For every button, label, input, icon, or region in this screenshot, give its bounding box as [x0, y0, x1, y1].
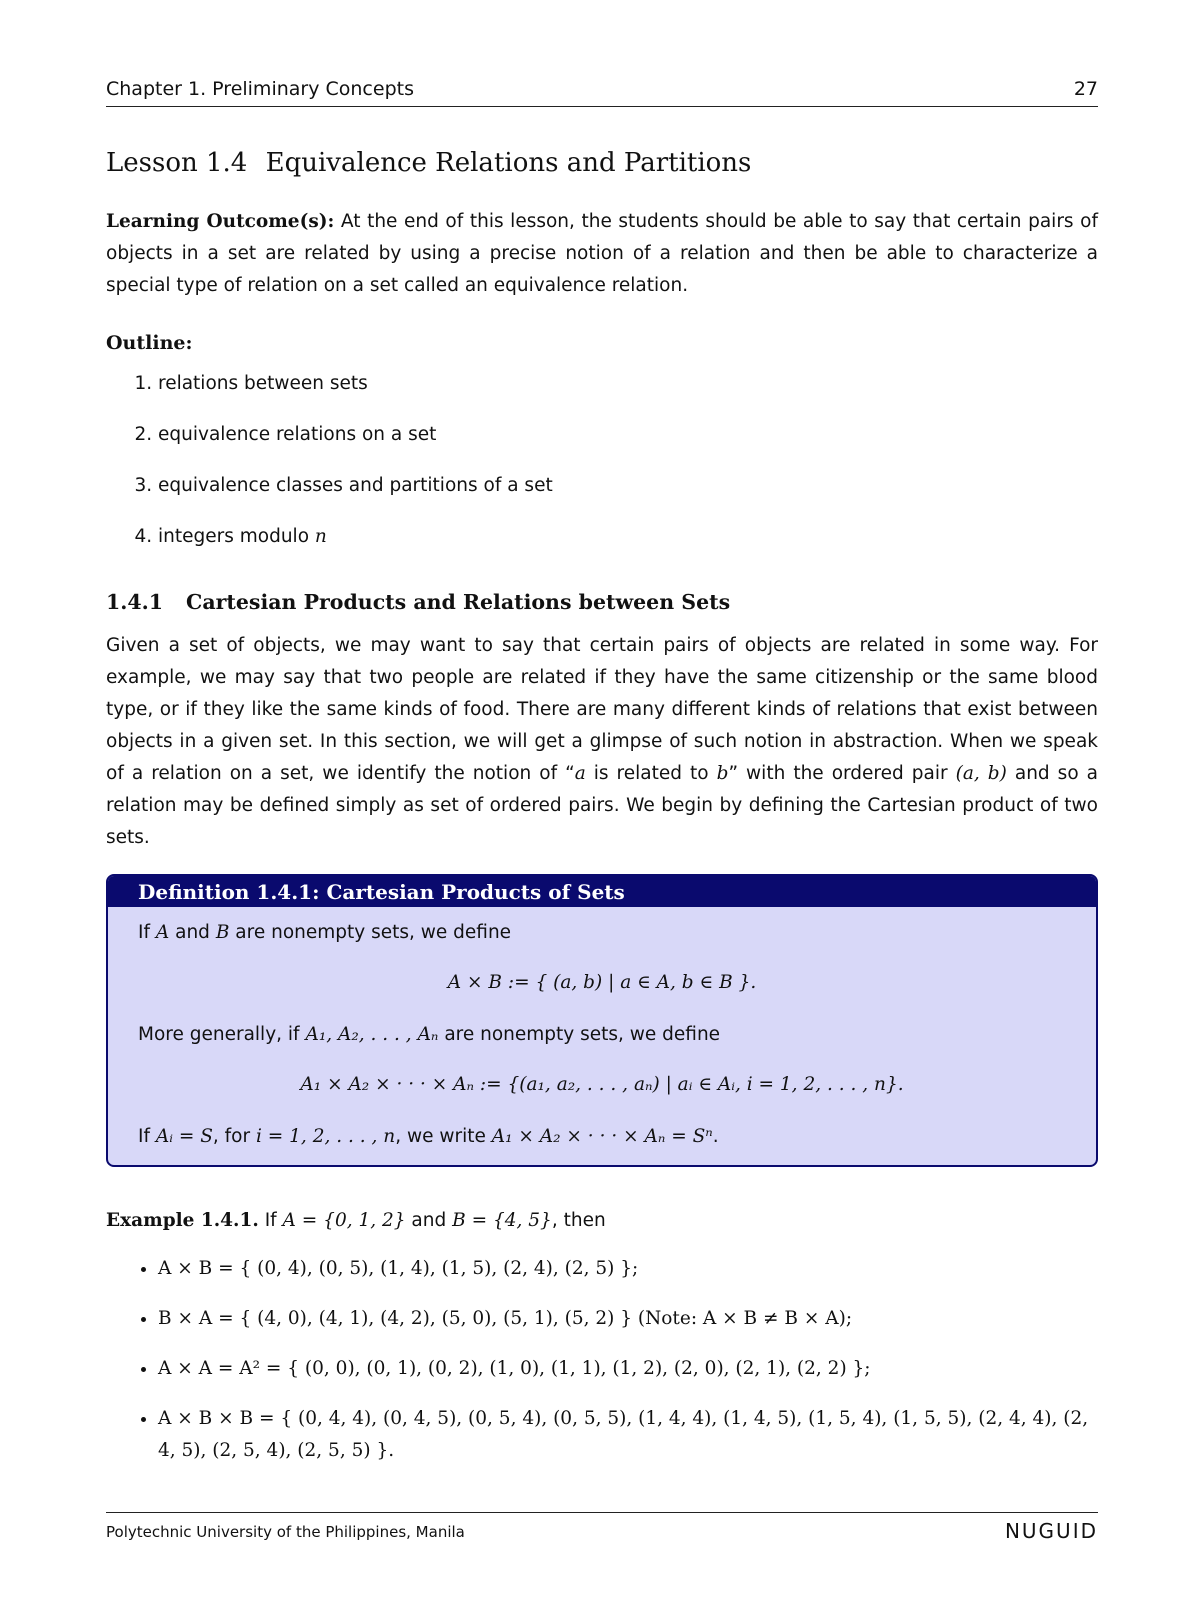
definition-formula: A₁ × A₂ × · · · × Aₙ := {(a₁, a₂, . . . , aₙ) | aᵢ ∈ Aᵢ, i = 1, 2, . . . , n}.	[300, 1074, 904, 1095]
para-text: and so a relation may be defined simply as set of ordered pairs. We begin by defining the Cartesian product of two sets.	[106, 763, 1098, 848]
outline-item-text: relations between sets	[158, 373, 368, 394]
outline-item-text: equivalence classes and partitions of a set	[158, 475, 553, 496]
section-title	[106, 590, 1098, 614]
def-text: If	[138, 922, 156, 943]
outline-item-text: integers modulo	[158, 526, 315, 547]
outline-heading: Outline:	[106, 332, 193, 354]
footer-institution: Polytechnic University of the Philippines, Manila	[106, 1523, 465, 1541]
def-math: A	[155, 922, 170, 943]
definition-box	[106, 874, 1098, 1167]
def-math: B	[215, 922, 230, 943]
outline-item	[158, 470, 1098, 521]
lesson-title	[106, 148, 1098, 178]
def-text: and	[169, 922, 216, 943]
definition-line	[138, 1019, 1066, 1051]
outline-item	[158, 368, 1098, 419]
learning-outcome	[106, 206, 1098, 302]
outline-item-text: equivalence relations on a set	[158, 424, 437, 445]
para-math: (a, b)	[955, 763, 1007, 784]
para-text: Given a set of objects, we may want to say that certain pairs of objects are related in some way. For example, we may say that two people are related if they have the same citizenship or the same blood type, or if they like the same kinds of food. There are many different kinds of relations that exist between objects in a given set. In this section, we will get a glimpse of such notion in abstraction. When we speak of a relation on a set, we identify the notion of “	[106, 635, 1098, 784]
outline-item-variable: n	[314, 526, 327, 547]
definition-line	[138, 1121, 1066, 1153]
list-item: • A × A = A² = { (0, 0), (0, 1), (0, 2), (1, 0), (1, 1), (1, 2), (2, 0), (2, 1), (2, 2) };	[158, 1353, 1098, 1385]
definition-title: Definition 1.4.1: Cartesian Products of Sets	[108, 876, 1096, 907]
learning-outcome-label: Learning Outcome(s):	[106, 211, 335, 232]
running-header	[106, 78, 1098, 107]
definition-body	[108, 907, 1096, 1165]
example-math: A = {0, 1, 2}	[282, 1210, 406, 1231]
outline-list	[106, 368, 1098, 572]
page-number: 27	[1073, 78, 1098, 100]
def-math: i = 1, 2, . . . , n	[255, 1126, 396, 1147]
definition-formula: A × B := { (a, b) | a ∈ A, b ∈ B }.	[447, 972, 757, 993]
footer-author: NUGUID	[1004, 1519, 1098, 1543]
page-footer	[106, 1512, 1098, 1553]
example-list	[106, 1253, 1098, 1467]
def-text: If	[138, 1126, 156, 1147]
section-paragraph	[106, 630, 1098, 854]
para-var: b	[716, 763, 729, 784]
definition-line	[138, 917, 1066, 949]
example-label: Example 1.4.1.	[106, 1210, 259, 1231]
example-intro	[106, 1205, 1098, 1237]
def-math: Aᵢ = S	[155, 1126, 213, 1147]
lesson-title-text: Equivalence Relations and Partitions	[265, 148, 752, 178]
outline-item	[158, 419, 1098, 470]
example-text: , then	[551, 1210, 606, 1231]
learning-outcome-text: At the end of this lesson, the students should be able to say that certain pairs of objects in a set are related by using a precise notion of a relation and then be able to characterize a special type of relation on a set called an equivalence relation.	[106, 211, 1098, 296]
example-math: B = {4, 5}	[452, 1210, 552, 1231]
def-text: .	[712, 1126, 719, 1147]
list-item: • B × A = { (4, 0), (4, 1), (4, 2), (5, 0), (5, 1), (5, 2) } (Note: A × B ≠ B × A);	[158, 1303, 1098, 1335]
def-text: are nonempty sets, we define	[438, 1024, 721, 1045]
def-text: are nonempty sets, we define	[229, 922, 512, 943]
section-number: 1.4.1	[106, 590, 164, 614]
para-text: ” with the ordered pair	[728, 763, 956, 784]
def-math: A₁ × A₂ × · · · × Aₙ = Sⁿ	[491, 1126, 713, 1147]
def-text: , for	[212, 1126, 256, 1147]
outline-item	[158, 521, 1098, 572]
def-math: A₁, A₂, . . . , Aₙ	[305, 1024, 439, 1045]
example-text: and	[405, 1210, 453, 1231]
page-content	[106, 148, 1098, 1485]
list-item: • A × B × B = { (0, 4, 4), (0, 4, 5), (0, 5, 4), (0, 5, 5), (1, 4, 4), (1, 4, 5), (1, 5, 4), (1, 5, 5), (2, 4, 4), (2, 4, 5), (2, 5, 4), (2, 5, 5) }.	[158, 1403, 1098, 1467]
chapter-title: Chapter 1. Preliminary Concepts	[106, 78, 414, 100]
para-var: a	[574, 763, 586, 784]
section-title-text: Cartesian Products and Relations between Sets	[186, 590, 731, 614]
para-text: is related to	[585, 763, 717, 784]
def-text: , we write	[395, 1126, 492, 1147]
lesson-number: Lesson 1.4	[106, 148, 248, 178]
def-text: More generally, if	[138, 1024, 306, 1045]
list-item: • A × B = { (0, 4), (0, 5), (1, 4), (1, 5), (2, 4), (2, 5) };	[158, 1253, 1098, 1285]
example-text: If	[258, 1210, 283, 1231]
